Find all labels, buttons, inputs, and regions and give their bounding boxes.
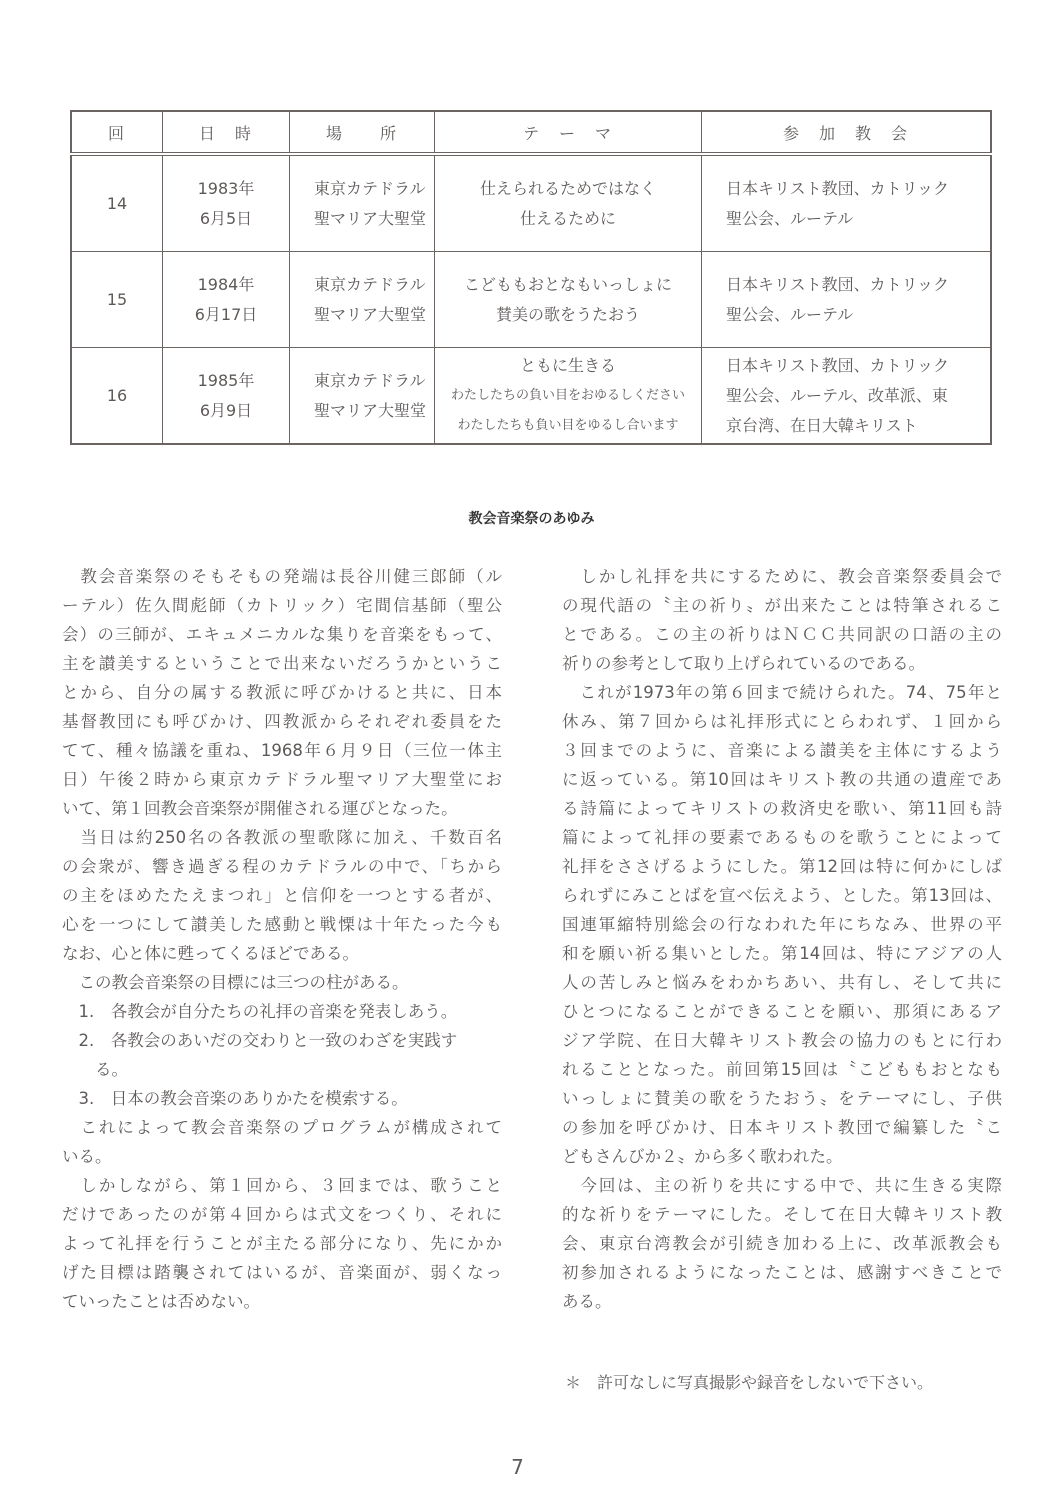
theme-cell: [435, 252, 702, 348]
theme-line: こどももおとなもいっしょに: [463, 274, 672, 294]
text-line: 国連軍縮特別総会の行なわれた年にちなみ、世界の平: [562, 915, 1002, 934]
churches-cell: [702, 154, 992, 252]
churches-cell: [702, 348, 992, 445]
text-line: なお、心と体に甦ってくるほどである。: [62, 944, 359, 963]
text-line: てて、種々協議を重ね、1968年６月９日（三位一体主: [62, 741, 502, 760]
table-header-row: [71, 111, 991, 154]
table-row: [71, 348, 991, 445]
place-line: 聖マリア大聖堂: [314, 304, 427, 324]
date-cell: [163, 252, 290, 348]
text-line: 篇によって礼拝の要素であるものを歌うことによって: [562, 828, 1002, 847]
text-line: 初参加されるようになったことは、感謝すべきことで: [562, 1263, 1002, 1282]
theme-line: 賛美の歌をうたおう: [495, 304, 640, 324]
date-cell: [163, 348, 290, 445]
text-line: る。: [62, 1060, 128, 1079]
text-line: 3. 日本の教会音楽のありかたを模索する。: [62, 1089, 408, 1108]
place-cell: [290, 154, 435, 252]
text-line: 礼拝をささげるようにした。第12回は特に何かにしば: [562, 857, 1002, 876]
header-number: 回: [71, 111, 163, 154]
date-line: 1985年: [197, 370, 255, 390]
date-cell: [163, 154, 290, 252]
text-line: 教会音楽祭のそもそもの発端は長谷川健三郎師（ル: [62, 567, 502, 586]
number-cell: 15: [71, 252, 163, 348]
header-place: 場 所: [290, 111, 435, 154]
text-line: ひとつになることができることを願い、那須にあるア: [562, 1002, 1002, 1021]
text-line: しかし礼拝を共にするために、教会音楽祭委員会で: [562, 567, 1002, 586]
churches-line: 日本キリスト教団、カトリック: [726, 274, 950, 294]
churches-line: 日本キリスト教団、カトリック: [726, 355, 950, 375]
place-line: 聖マリア大聖堂: [314, 400, 427, 420]
header-churches: 参 加 教 会: [702, 111, 992, 154]
text-line: 主を讃美するということで出来ないだろうかというこ: [62, 654, 502, 673]
text-line: られずにみことばを宣べ伝えよう、とした。第13回は、: [562, 886, 1002, 905]
text-line: 日）午後２時から東京カテドラル聖マリア大聖堂にお: [62, 770, 502, 789]
place-line: 聖マリア大聖堂: [314, 208, 427, 228]
theme-line: 仕えられるためではなく: [479, 178, 656, 198]
text-line: の参加を呼びかけ、日本キリスト教団で編纂した〝こ: [562, 1118, 1002, 1137]
churches-line: 京台湾、在日大韓キリスト: [726, 415, 918, 435]
text-line: しかしながら、第１回から、３回までは、歌うこと: [62, 1176, 502, 1195]
text-line: ていったことは否めない。: [62, 1292, 260, 1311]
text-line: だけであったのが第４回からは式文をつくり、それに: [62, 1205, 502, 1224]
text-line: 心を一つにして讃美した感動と戦慄は十年たった今も: [62, 915, 502, 934]
place-line: 東京カテドラル: [314, 178, 426, 198]
festival-history-table: [70, 110, 992, 445]
theme-cell: [435, 154, 702, 252]
text-line: ３回までのように、音楽による讃美を主体にするよう: [562, 741, 1002, 760]
theme-cell: [435, 348, 702, 445]
text-line: これによって教会音楽祭のプログラムが構成されて: [62, 1118, 502, 1137]
churches-line: 聖公会、ルーテル、改革派、東: [726, 385, 948, 405]
article-title: 教会音楽祭のあゆみ: [468, 511, 595, 527]
churches-line: 日本キリスト教団、カトリック: [726, 178, 950, 198]
theme-line: わたしたちも負い目をゆるし合います: [457, 417, 679, 433]
text-line: 1. 各教会が自分たちの礼拝の音楽を発表しあう。: [62, 1002, 458, 1021]
place-line: 東京カテドラル: [314, 370, 426, 390]
text-line: いっしょに賛美の歌をうたおう〟をテーマにし、子供: [562, 1089, 1002, 1108]
churches-cell: [702, 252, 992, 348]
text-line: 今回は、主の祈りを共にする中で、共に生きる実際: [562, 1176, 1002, 1195]
text-line: 会）の三師が、エキュメニカルな集りを音楽をもって、: [62, 625, 502, 644]
place-cell: [290, 252, 435, 348]
text-line: 基督教団にも呼びかけ、四教派からそれぞれ委員をた: [62, 712, 502, 731]
number-cell: 16: [71, 348, 163, 445]
text-line: とである。この主の祈りはＮＣＣ共同訳の口語の主の: [562, 625, 1003, 644]
date-line: 6月5日: [199, 208, 253, 228]
text-line: 和を願い祈る集いとした。第14回は、特にアジアの人: [562, 944, 1002, 963]
text-line: 会、東京台湾教会が引続き加わる上に、改革派教会も: [562, 1234, 1002, 1253]
text-line: この教会音楽祭の目標には三つの柱がある。: [62, 973, 409, 992]
date-line: 1984年: [197, 274, 255, 294]
number-cell: 14: [71, 154, 163, 252]
text-line: 人の苦しみと悩みをわかちあい、共有し、そして共に: [562, 973, 1003, 992]
table-row: [71, 252, 991, 348]
header-date: 日 時: [163, 111, 290, 154]
text-line: 祈りの参考として取り上げられているのである。: [562, 654, 925, 673]
text-line: の現代語の〝主の祈り〟が出来たことは特筆されるこ: [562, 596, 1002, 615]
text-line: の主をほめたたえまつれ」と信仰を一つとする者が、: [62, 886, 502, 905]
text-line: いる。: [62, 1147, 112, 1166]
theme-line: わたしたちの負い目をおゆるしください: [450, 387, 685, 403]
date-line: 1983年: [197, 178, 255, 198]
left-column: [62, 562, 502, 1316]
text-line: いて、第１回教会音楽祭が開催される運びとなった。: [62, 799, 458, 818]
place-cell: [290, 348, 435, 445]
text-line: これが1973年の第６回まで続けられた。74、75年と: [562, 683, 1002, 702]
page-number: 7: [511, 1455, 524, 1479]
text-line: よって礼拝を行うことが主たる部分になり、先にかか: [62, 1234, 502, 1253]
text-line: ーテル）佐久間彪師（カトリック）宅間信基師（聖公: [62, 596, 502, 615]
text-line: に返っている。第10回はキリスト教の共通の遺産であ: [562, 770, 1002, 789]
header-theme: テ ー マ: [435, 111, 702, 154]
text-line: 当日は約250名の各教派の聖歌隊に加え、千数百名: [62, 828, 502, 847]
theme-line: ともに生きる: [519, 355, 616, 375]
footnote: ＊ 許可なしに写真撮影や録音をしないで下さい。: [565, 1373, 934, 1392]
text-line: 的な祈りをテーマにした。そして在日大韓キリスト教: [562, 1205, 1002, 1224]
right-column: [562, 562, 1002, 1316]
text-line: どもさんびか２〟から多く歌われた。: [562, 1147, 843, 1166]
text-line: とから、自分の属する教派に呼びかけると共に、日本: [62, 683, 502, 702]
theme-line: 仕えるために: [519, 208, 616, 228]
text-line: 2. 各教会のあいだの交わりと一致のわざを実践す: [62, 1031, 458, 1050]
churches-line: 聖公会、ルーテル: [726, 304, 854, 324]
text-line: の会衆が、響き過ぎる程のカテドラルの中で、「ちから: [62, 857, 502, 876]
text-line: 休み、第７回からは礼拝形式にとらわれず、１回から: [562, 712, 1002, 731]
text-line: る詩篇によってキリストの救済史を歌い、第11回も詩: [562, 799, 1002, 818]
place-line: 東京カテドラル: [314, 274, 426, 294]
text-line: れることとなった。前回第15回は〝こどももおとなも: [562, 1060, 1002, 1079]
text-line: ジア学院、在日大韓キリスト教会の協力のもとに行わ: [562, 1031, 1002, 1050]
text-line: ある。: [562, 1292, 612, 1311]
churches-line: 聖公会、ルーテル: [726, 208, 854, 228]
table-row: [71, 154, 991, 252]
date-line: 6月9日: [199, 400, 253, 420]
text-line: げた目標は踏襲されてはいるが、音楽面が、弱くなっ: [62, 1263, 503, 1282]
date-line: 6月17日: [194, 304, 258, 324]
